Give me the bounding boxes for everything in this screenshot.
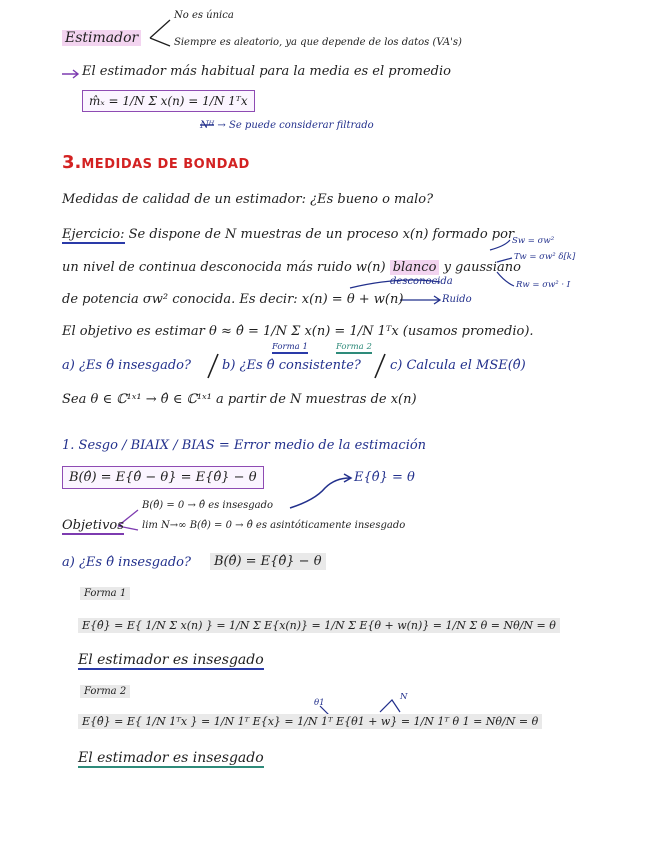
forma1-conclusion: El estimador es insesgado <box>78 652 264 668</box>
bias-question-a: a) ¿Es θ̂ insesgado? <box>62 555 191 570</box>
forma1-label: Forma 1 <box>80 588 130 599</box>
objective-1: B(θ̂) = 0 → θ̂ es insesgado <box>142 500 274 511</box>
sea-line: Sea θ ∈ ℂ¹ˣ¹ → θ̂ ∈ ℂ¹ˣ¹ a partir de N muestras de x(n) <box>62 392 417 407</box>
branch-bottom-text: Siempre es aleatorio, ya que depende de los datos (VA's) <box>174 37 462 48</box>
forma2-n-note: N <box>400 692 408 702</box>
branch-top-text: No es única <box>174 10 234 21</box>
ejercicio-line-3: de potencia σw² conocida. Es decir: x(n) = θ + w(n) <box>62 292 404 307</box>
forma2-label: Forma 2 <box>80 686 130 697</box>
side-note-2: Tw = σw² δ[k] <box>514 252 576 262</box>
filter-note: Nᴴ → Se puede considerar filtrado <box>200 120 374 131</box>
mean-estimator-formula: m̂ₓ = 1/N Σ x(n) = 1/N 1ᵀx <box>82 90 255 112</box>
section-3-heading <box>62 152 250 173</box>
objective-2: lim N→∞ B(θ̂) = 0 → θ̂ es asintóticamente insesgado <box>142 520 406 531</box>
ruido-label: Ruido <box>442 294 472 305</box>
side-note-3: Rw = σw² · I <box>516 280 571 290</box>
forma2-theta-note: θ1 <box>314 698 325 708</box>
forma2-equation: E{θ̂} = E{ 1/N 1ᵀx } = 1/N 1ᵀ E{x} = 1/N 1ᵀ E{θ1 + w} = 1/N 1ᵀ θ 1 = Nθ/N = θ <box>78 714 542 729</box>
intro-arrow-line: El estimador más habitual para la media es el promedio <box>82 64 451 79</box>
question-b: b) ¿Es θ̂ consistente? <box>222 358 361 373</box>
forma2-conclusion: El estimador es insesgado <box>78 750 264 766</box>
ejercicio-line-2: un nivel de continua desconocida más ruido w(n) blanco y gaussiano <box>62 260 521 275</box>
bias-formula-box: B(θ̂) = E{θ̂ − θ} = E{θ̂} − θ <box>62 466 264 489</box>
objetivo-line: El objetivo es estimar θ ≈ θ̂ = 1/N Σ x(n) = 1/N 1ᵀx (usamos promedio). <box>62 324 534 339</box>
objetivos-label: Objetivos <box>62 518 124 533</box>
section-title: MEDIDAS DE BONDAD <box>81 157 250 172</box>
bias-question-formula: B(θ̂) = E{θ̂} − θ <box>210 553 326 570</box>
forma1-equation: E{θ̂} = E{ 1/N Σ x(n) } = 1/N Σ E{x(n)} = 1/N Σ E{θ + w(n)} = 1/N Σ θ = Nθ/N = θ <box>78 618 560 633</box>
question-c: c) Calcula el MSE(θ̂) <box>390 358 526 373</box>
section-3-subtitle: Medidas de calidad de un estimador: ¿Es bueno o malo? <box>62 192 434 207</box>
estimador-label: Estimador <box>62 30 141 46</box>
ruido-arrow <box>400 296 440 304</box>
bias-heading: 1. Sesgo / BIAIX / BIAS = Error medio de la estimación <box>62 438 427 453</box>
question-a: a) ¿Es θ̂ insesgado? <box>62 358 191 373</box>
ejercicio-line-1: Ejercicio: Se dispone de N muestras de un proceso x(n) formado por <box>62 227 515 242</box>
branch-bracket <box>150 20 170 46</box>
forma1-tag: Forma 1 <box>272 342 308 352</box>
forma2-tag: Forma 2 <box>336 342 372 352</box>
desconocida-label: desconocida <box>390 276 453 287</box>
side-note-1: Sw = σw² <box>512 236 555 246</box>
bias-arrow-result: E{θ̂} = θ <box>354 470 415 485</box>
section-number: 3. <box>62 152 82 173</box>
intro-arrow <box>62 70 78 78</box>
